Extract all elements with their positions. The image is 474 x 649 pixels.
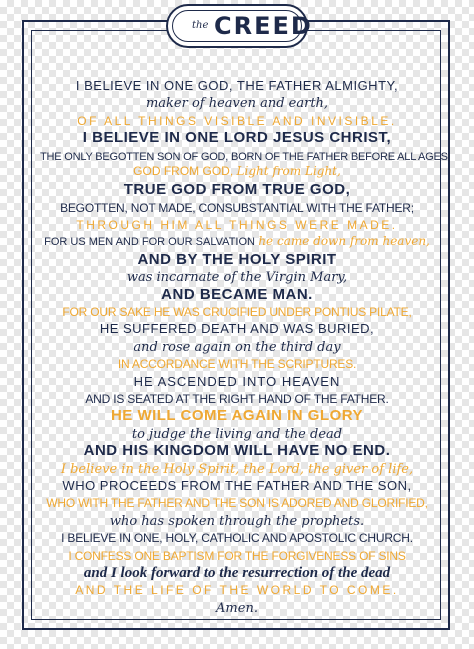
creed-line [40, 337, 434, 354]
line-text: AND BECAME MAN. [161, 285, 313, 303]
creed-line [40, 406, 434, 423]
line-text: HE ASCENDED INTO HEAVEN [133, 373, 341, 389]
line-text: I BELIEVE IN ONE GOD, THE FATHER ALMIGHTY, [75, 78, 399, 93]
line-text: OF ALL THINGS VISIBLE AND INVISIBLE. [77, 113, 397, 128]
line-text: GOD FROM GOD, [133, 163, 234, 178]
title-creed: CREED [214, 12, 313, 40]
line-text: TRUE GOD FROM TRUE GOD, [123, 181, 351, 199]
creed-line [40, 493, 434, 510]
line-text: HE SUFFERED DEATH AND WAS BURIED, [99, 321, 375, 337]
creed-line [40, 198, 434, 215]
line-text: I CONFESS ONE BAPTISM FOR THE FORGIVENESS OF SINS [68, 548, 406, 563]
line-text: maker of heaven and earth, [145, 96, 329, 112]
creed-line [40, 93, 434, 110]
creed-line [40, 511, 434, 528]
creed-line [40, 285, 434, 302]
line-text: I believe in the Holy Spirit, the Lord, the giver of life, [60, 461, 414, 477]
creed-line [40, 459, 434, 476]
line-text: was incarnate of the Virgin Mary, [126, 270, 348, 286]
creed-line [40, 580, 434, 597]
line-text: to judge the living and the dead [131, 426, 343, 442]
line-text: and rose again on the third day [133, 339, 341, 355]
line-text: I BELIEVE IN ONE LORD JESUS CHRIST, [82, 129, 392, 147]
line-text: he came down from heaven, [258, 233, 430, 248]
creed-line [40, 233, 434, 250]
line-text: AND IS SEATED AT THE RIGHT HAND OF THE FATHER. [85, 392, 389, 407]
line-text: FOR US MEN AND FOR OUR SALVATION [44, 235, 255, 248]
creed-line [40, 215, 434, 232]
creed-line [40, 302, 434, 319]
creed-title-badge [166, 4, 313, 48]
line-text: IN ACCORDANCE WITH THE SCRIPTURES. [117, 357, 357, 372]
line-text: WHO PROCEEDS FROM THE FATHER AND THE SON, [62, 477, 412, 493]
line-text: and I look forward to the resurrection of the dead [83, 564, 391, 581]
creed-line [40, 267, 434, 284]
creed-line [40, 319, 434, 336]
line-text: AND THE LIFE OF THE WORLD TO COME. [75, 583, 399, 598]
line-text: I BELIEVE IN ONE, HOLY, CATHOLIC AND APOSTOLIC CHURCH. [61, 531, 413, 546]
line-text: WHO WITH THE FATHER AND THE SON IS ADORED AND GLORIFIED, [46, 496, 428, 511]
creed-line [40, 546, 434, 563]
creed-line [40, 111, 434, 128]
creed-line [40, 146, 451, 163]
creed-line [40, 128, 434, 145]
creed-line [40, 476, 434, 493]
creed-line [40, 180, 434, 197]
line-text: THE ONLY BEGOTTEN SON OF GOD, BORN OF THE FATHER BEFORE ALL AGES. [40, 150, 451, 163]
line-text: Light from Light, [236, 163, 341, 178]
creed-line [40, 389, 434, 406]
line-text: who has spoken through the prophets. [109, 513, 365, 529]
line-text: Amen. [216, 600, 258, 616]
creed-line [40, 76, 434, 93]
line-text: AND BY THE HOLY SPIRIT [137, 250, 337, 268]
line-text: HE WILL COME AGAIN IN GLORY [110, 407, 364, 425]
creed-line [40, 441, 434, 458]
line-text: FOR OUR SAKE HE WAS CRUCIFIED UNDER PONTIUS PILATE, [62, 305, 412, 320]
creed-line [40, 598, 434, 615]
title-the: the [192, 20, 209, 31]
creed-line [40, 563, 434, 580]
creed-line [40, 250, 434, 267]
line-text: THROUGH HIM ALL THINGS WERE MADE. [76, 218, 398, 233]
creed-line [40, 528, 434, 545]
creed-line [40, 354, 434, 371]
creed-line [40, 163, 434, 180]
line-text: BEGOTTEN, NOT MADE, CONSUBSTANTIAL WITH THE FATHER; [60, 200, 414, 215]
line-text: AND HIS KINGDOM WILL HAVE NO END. [83, 442, 391, 460]
creed-line [40, 372, 434, 389]
creed-line [40, 424, 434, 441]
creed-text [40, 76, 451, 616]
